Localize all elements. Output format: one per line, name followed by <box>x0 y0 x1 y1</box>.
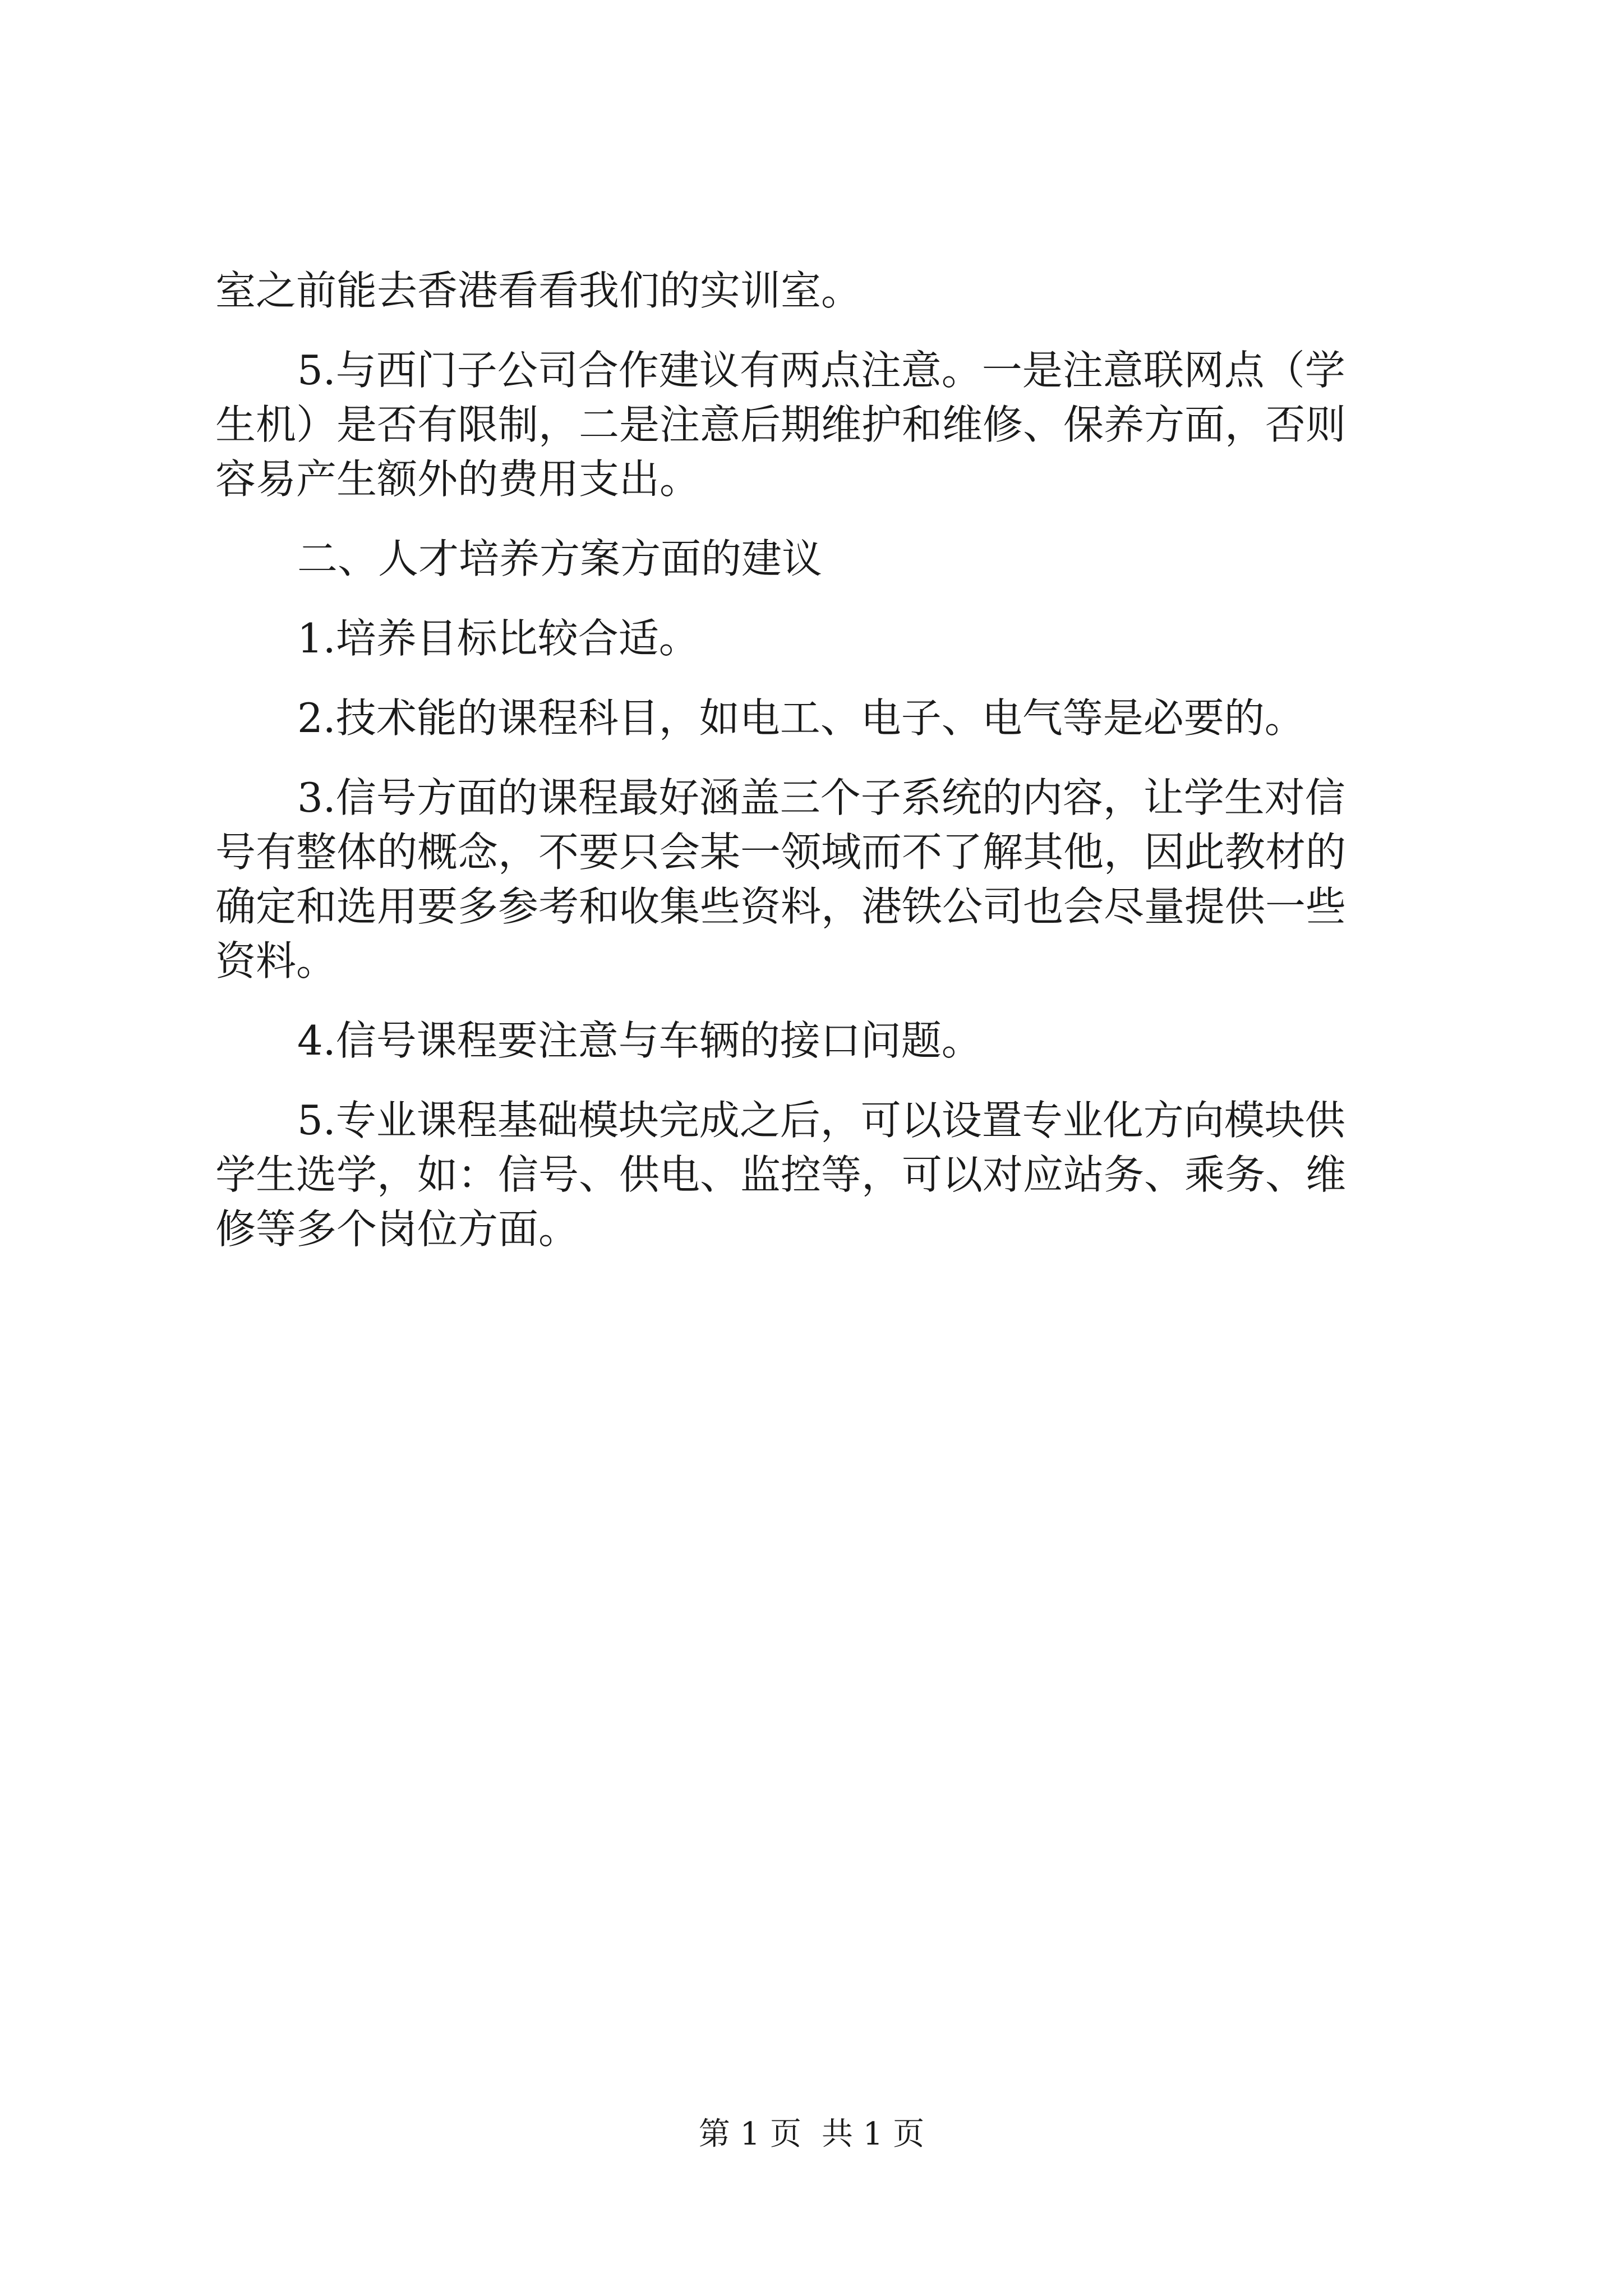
text-line: 容易产生额外的费用支出。 <box>215 455 700 503</box>
text-line: 3.信号方面的课程最好涵盖三个子系统的内容，让学生对信 <box>297 774 1345 821</box>
text-line: 生机）是否有限制，二是注意后期维护和维修、保养方面，否则 <box>215 401 1347 448</box>
paragraph-p-item5-siemens <box>215 343 1415 507</box>
paragraph-spacing <box>215 507 1415 532</box>
text-line: 号有整体的概念，不要只会某一领域而不了解其他，因此教材的 <box>215 829 1347 876</box>
paragraph-spacing <box>215 746 1415 771</box>
text-line: 室之前能去香港看看我们的实训室。 <box>215 267 862 314</box>
text-line: 5.与西门子公司合作建议有两点注意。一是注意联网点（学 <box>297 347 1345 394</box>
text-line: 2.技术能的课程科目，如电工、电子、电气等是必要的。 <box>297 694 1305 742</box>
page-number-current: 第 1 页 <box>698 2116 801 2152</box>
paragraph-p-item2 <box>215 691 1415 746</box>
text-line: 修等多个岗位方面。 <box>215 1205 579 1253</box>
text-line: 资料。 <box>215 937 337 984</box>
text-line: 学生选学，如：信号、供电、监控等，可以对应站务、乘务、维 <box>215 1151 1347 1198</box>
paragraph-spacing <box>215 318 1415 343</box>
text-line: 5.专业课程基础模块完成之后，可以设置专业化方向模块供 <box>297 1097 1345 1144</box>
text-line: 1.培养目标比较合适。 <box>297 615 699 662</box>
text-line: 确定和选用要多参考和收集些资料，港铁公司也会尽量提供一些 <box>215 883 1347 930</box>
paragraph-p-continued <box>215 264 1415 318</box>
paragraph-p-heading-2 <box>215 532 1415 586</box>
paragraph-spacing <box>215 666 1415 691</box>
paragraph-p-item1 <box>215 611 1415 666</box>
text-line: 4.信号课程要注意与车辆的接口问题。 <box>297 1017 982 1064</box>
paragraph-p-item3 <box>215 771 1415 988</box>
page-footer <box>0 2115 1623 2154</box>
paragraph-p-item4 <box>215 1014 1415 1068</box>
page-number-total: 共 1 页 <box>822 2116 925 2152</box>
text-line: 二、人才培养方案方面的建议 <box>297 535 823 582</box>
paragraph-spacing <box>215 586 1415 611</box>
document-body <box>215 264 1415 1257</box>
paragraph-spacing <box>215 1068 1415 1093</box>
paragraph-spacing <box>215 988 1415 1014</box>
paragraph-p-item5-modules <box>215 1093 1415 1257</box>
